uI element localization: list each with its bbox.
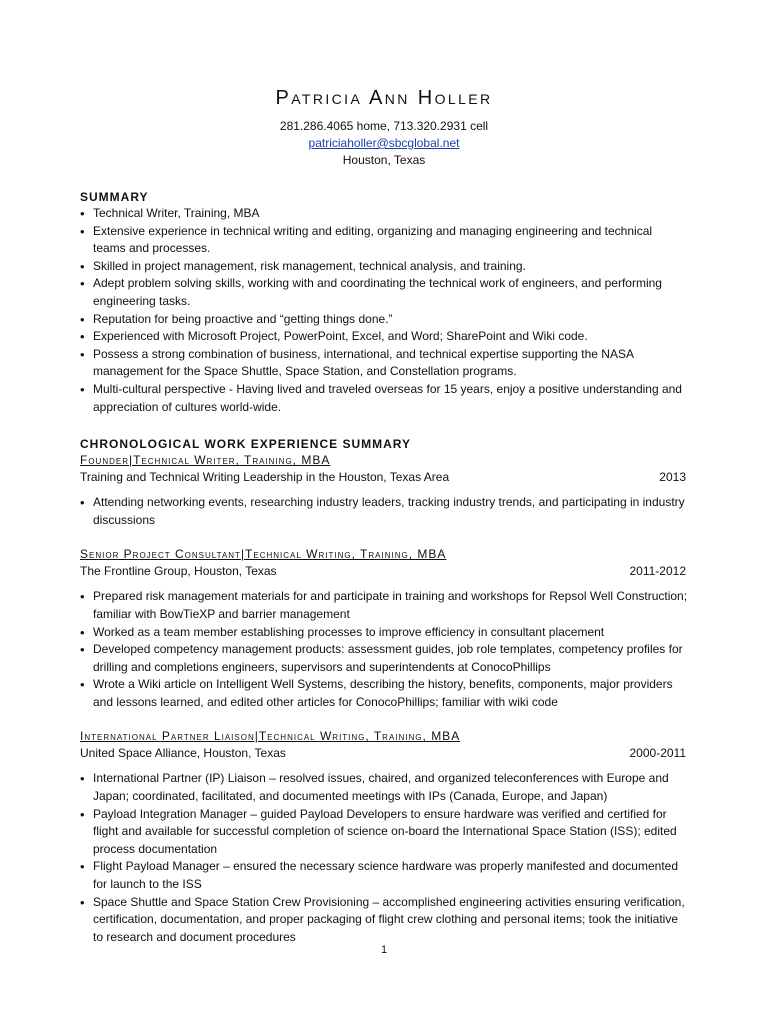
- resume-header: [0, 0, 768, 169]
- candidate-name: Patricia Ann Holler: [275, 87, 493, 109]
- list-item: • International Partner (IP) Liaison – resolved issues, chaired, and organized teleconferences with Europe and Japan; coordinated, facilitated, and documented meetings with IPs (Canada, Europe, and Japan): [80, 770, 688, 805]
- job-years: 2013: [659, 470, 686, 485]
- list-item: • Extensive experience in technical writing and editing, organizing and managing engineering and technical teams and processes.: [80, 223, 688, 258]
- phone-numbers: 281.286.4065 home, 713.320.2931 cell: [279, 119, 489, 133]
- page-number: 1: [380, 944, 388, 956]
- job-title: Senior Project Consultant|Technical Writing, Training, MBA: [80, 547, 447, 562]
- job-duties: [80, 494, 688, 529]
- list-item: • Developed competency management products: assessment guides, job role templates, competency profiles for drilling and completions engineers, supervisors and superintendents at ConocoPhillips: [80, 641, 688, 676]
- job-entry: [80, 546, 688, 711]
- list-item: • Multi-cultural perspective - Having lived and traveled overseas for 15 years, enjoy a positive understanding and appreciation of cultures world-wide.: [80, 381, 688, 416]
- location: Houston, Texas: [342, 153, 426, 167]
- job-title: International Partner Liaison|Technical Writing, Training, MBA: [80, 729, 461, 744]
- list-item: • Payload Integration Manager – guided Payload Developers to ensure hardware was verified and certified for flight and available for successful completion of science on-board the International Space Station (ISS); edited process documentation: [80, 806, 688, 859]
- summary-heading: SUMMARY: [80, 190, 149, 204]
- experience-heading: CHRONOLOGICAL WORK EXPERIENCE SUMMARY: [80, 437, 412, 452]
- list-item: • Flight Payload Manager – ensured the necessary science hardware was properly manifested and documented for launch to the ISS: [80, 858, 688, 893]
- list-item: • Possess a strong combination of business, international, and technical expertise supporting the NASA management for the Space Shuttle, Space Station, and Constellation programs.: [80, 346, 688, 381]
- job-years: 2000-2011: [629, 746, 686, 761]
- job-years: 2011-2012: [629, 564, 686, 579]
- list-item: • Technical Writer, Training, MBA: [80, 205, 688, 223]
- list-item: • Worked as a team member establishing processes to improve efficiency in consultant placement: [80, 624, 688, 642]
- job-title: Founder|Technical Writer, Training, MBA: [80, 453, 331, 468]
- list-item: • Adept problem solving skills, working with and coordinating the technical work of engineers, and performing engineering tasks.: [80, 275, 688, 310]
- job-entry: [80, 452, 688, 529]
- email-link[interactable]: patriciaholler@sbcglobal.net: [308, 136, 460, 150]
- summary-list: [80, 205, 688, 416]
- job-organization: Training and Technical Writing Leadership in the Houston, Texas Area: [80, 470, 450, 485]
- job-duties: [80, 770, 688, 946]
- list-item: • Reputation for being proactive and “getting things done.”: [80, 311, 688, 329]
- job-duties: [80, 588, 688, 711]
- job-entry: [80, 728, 688, 946]
- list-item: • Wrote a Wiki article on Intelligent Well Systems, describing the history, benefits, components, major providers and lessons learned, and edited other articles for ConocoPhillips; familiar with wiki code: [80, 676, 688, 711]
- list-item: • Experienced with Microsoft Project, PowerPoint, Excel, and Word; SharePoint and Wiki code.: [80, 328, 688, 346]
- list-item: • Space Shuttle and Space Station Crew Provisioning – accomplished engineering activities ensuring verification, certification, documentation, and proper packaging of flight crew clothing and personal items; took the initiative to research and document procedures: [80, 894, 688, 947]
- resume-body: [80, 189, 688, 946]
- list-item: • Prepared risk management materials for and participate in training and workshops for Repsol Well Construction; familiar with BowTieXP and barrier management: [80, 588, 688, 623]
- list-item: • Attending networking events, researching industry leaders, tracking industry trends, and participating in industry discussions: [80, 494, 688, 529]
- job-organization: The Frontline Group, Houston, Texas: [80, 564, 277, 579]
- job-organization: United Space Alliance, Houston, Texas: [80, 746, 286, 761]
- list-item: • Skilled in project management, risk management, technical analysis, and training.: [80, 258, 688, 276]
